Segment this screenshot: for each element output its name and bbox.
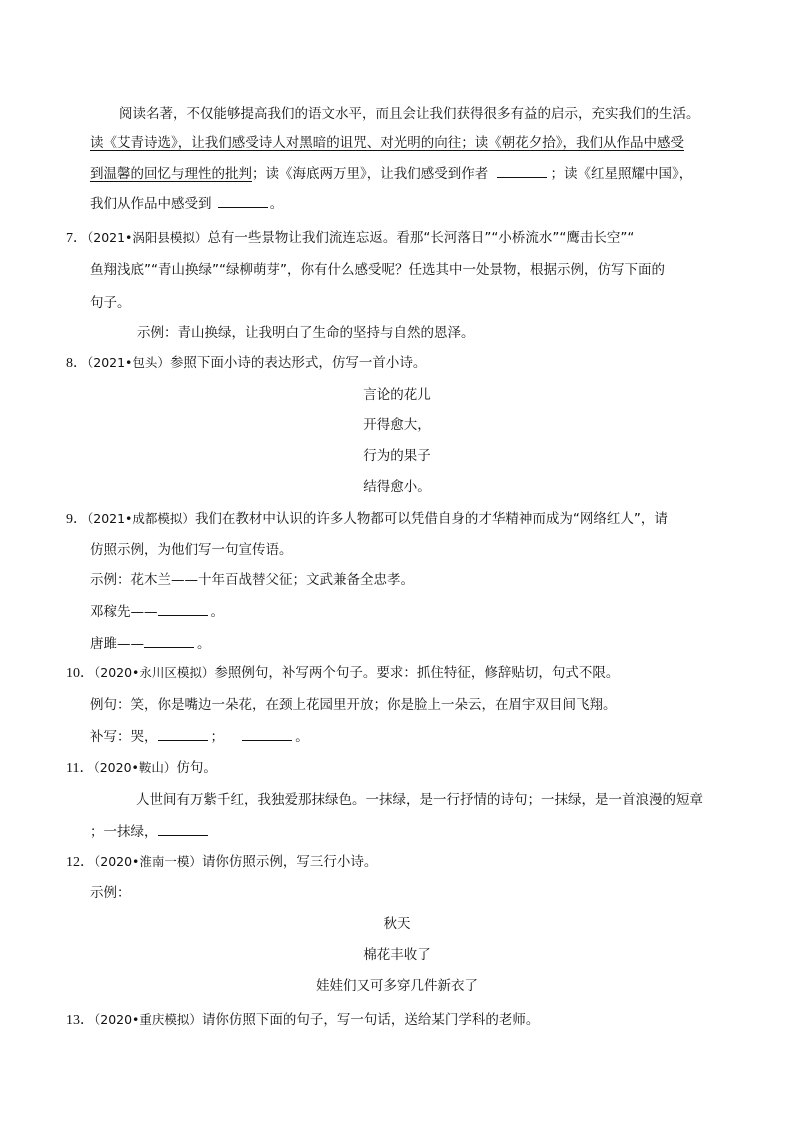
answer-prefix: 唐雎—— bbox=[90, 636, 144, 652]
question-text: 仿句。 bbox=[176, 760, 217, 776]
poem-line: 秋天 bbox=[383, 916, 411, 932]
answer-prefix: 邓稼先—— bbox=[90, 604, 158, 620]
intro-underlined-phrase: 到温馨的回忆与理性的批判 bbox=[90, 166, 252, 182]
question-text: 请你仿照下面的句子，写一句话，送给某门学科的老师。 bbox=[201, 1012, 540, 1028]
fill-prefix: 补写：哭， bbox=[90, 729, 158, 745]
blank-cry-2[interactable] bbox=[242, 726, 292, 741]
question-source: （2021•包头） bbox=[87, 355, 170, 370]
question-text: 总有一些景物让我们流连忘返。看那“长河落日”“小桥流水”“鹰击长空”“ bbox=[207, 230, 635, 246]
question-text: 请你仿照示例，写三行小诗。 bbox=[201, 854, 378, 870]
blank-deng-jiaxian[interactable] bbox=[158, 601, 208, 616]
blank-cry-1[interactable] bbox=[158, 726, 208, 741]
question-12-line-1 bbox=[66, 852, 377, 873]
question-number: 13． bbox=[66, 1013, 94, 1028]
intro-line-4-text: 我们从作品中感受到 bbox=[90, 196, 212, 212]
question-number: 11． bbox=[66, 761, 94, 776]
question-13-line-1 bbox=[66, 1010, 539, 1031]
intro-line-4 bbox=[90, 193, 283, 214]
intro-line-1: 阅读名著，不仅能够提高我们的语文水平，而且会让我们获得很多有益的启示，充实我们的生活。 bbox=[119, 106, 700, 122]
question-number: 7． bbox=[66, 231, 87, 246]
poem-line: 娃娃们又可多穿几件新衣了 bbox=[316, 978, 478, 994]
blank-red-star-feeling[interactable] bbox=[218, 193, 268, 208]
blank-green[interactable] bbox=[158, 821, 208, 836]
intro-line-4-end: 。 bbox=[269, 196, 284, 212]
question-11-fill bbox=[90, 821, 208, 842]
intro-line-3-end: ；读《红星照耀中国》， bbox=[550, 166, 693, 182]
poem-line: 开得愈大， bbox=[363, 417, 431, 433]
question-text: 我们在教材中认识的许多人物都可以凭借自身的才华精神而成为“网络红人”，请 bbox=[194, 511, 668, 527]
question-9-line-1 bbox=[66, 509, 668, 530]
answer-end: 。 bbox=[210, 604, 224, 620]
question-7-line-1 bbox=[66, 228, 634, 249]
question-7-example: 示例：青山换绿，让我明白了生命的坚持与自然的恩泽。 bbox=[137, 325, 475, 341]
blank-tang-ju[interactable] bbox=[144, 633, 194, 648]
question-11-line-1 bbox=[66, 758, 217, 779]
question-source: （2020•重庆模拟） bbox=[94, 1012, 202, 1027]
question-12-example-label: 示例： bbox=[90, 885, 131, 901]
question-10-line-1 bbox=[66, 663, 619, 684]
question-11-sentence: 人世间有万紫千红，我独爱那抹绿色。一抹绿，是一行抒情的诗句；一抹绿，是一首浪漫的短章 bbox=[136, 792, 703, 808]
question-number: 9． bbox=[66, 512, 87, 527]
question-9-line-2: 仿照示例，为他们写一句宣传语。 bbox=[90, 542, 293, 558]
answer-end: 。 bbox=[197, 636, 211, 652]
question-9-example: 示例：花木兰——十年百战替父征；文武兼备全忠孝。 bbox=[90, 572, 414, 588]
question-number: 10． bbox=[66, 666, 94, 681]
question-7-line-3: 句子。 bbox=[90, 295, 131, 311]
question-source: （2020•永川区模拟） bbox=[94, 665, 215, 680]
question-10-example: 例句：笑，你是嘴边一朵花，在颈上花园里开放；你是脸上一朵云，在眉宇双目间飞翔。 bbox=[90, 697, 617, 713]
blank-author-feeling[interactable] bbox=[497, 163, 547, 178]
poem-line: 行为的果子 bbox=[363, 448, 431, 464]
question-text: 参照下面小诗的表达形式，仿写一首小诗。 bbox=[169, 355, 427, 371]
question-number: 8． bbox=[66, 356, 87, 371]
question-10-fill bbox=[90, 726, 309, 747]
intro-line-3-text: ；读《海底两万里》，让我们感受到作者 bbox=[252, 166, 489, 182]
fill-prefix: ；一抹绿， bbox=[90, 824, 158, 840]
poem-line: 言论的花儿 bbox=[363, 387, 431, 403]
fill-end: 。 bbox=[295, 729, 309, 745]
question-9-answer-1 bbox=[90, 601, 224, 622]
poem-line: 棉花丰收了 bbox=[363, 947, 431, 963]
intro-line-3 bbox=[90, 163, 692, 184]
question-source: （2021•涡阳县模拟） bbox=[87, 230, 208, 245]
question-text: 参照例句，补写两个句子。要求：抓住特征，修辞贴切，句式不限。 bbox=[214, 665, 620, 681]
poem-line: 结得愈小。 bbox=[363, 479, 431, 495]
intro-line-2: 读《艾青诗选》，让我们感受诗人对黑暗的诅咒、对光明的向往；读《朝花夕拾》，我们从作品中感受 bbox=[90, 135, 684, 151]
question-8-line-1 bbox=[66, 353, 426, 374]
question-number: 12． bbox=[66, 855, 94, 870]
question-source: （2020•鞍山） bbox=[93, 760, 177, 775]
question-9-answer-2 bbox=[90, 633, 211, 654]
question-7-line-2: 鱼翔浅底”“青山换绿”“绿柳萌芽”，你有什么感受呢？任选其中一处景物，根据示例，仿写下面的 bbox=[90, 262, 665, 278]
fill-separator: ； bbox=[210, 729, 224, 745]
question-source: （2020•淮南一模） bbox=[94, 854, 202, 869]
question-source: （2021•成都模拟） bbox=[87, 511, 195, 526]
